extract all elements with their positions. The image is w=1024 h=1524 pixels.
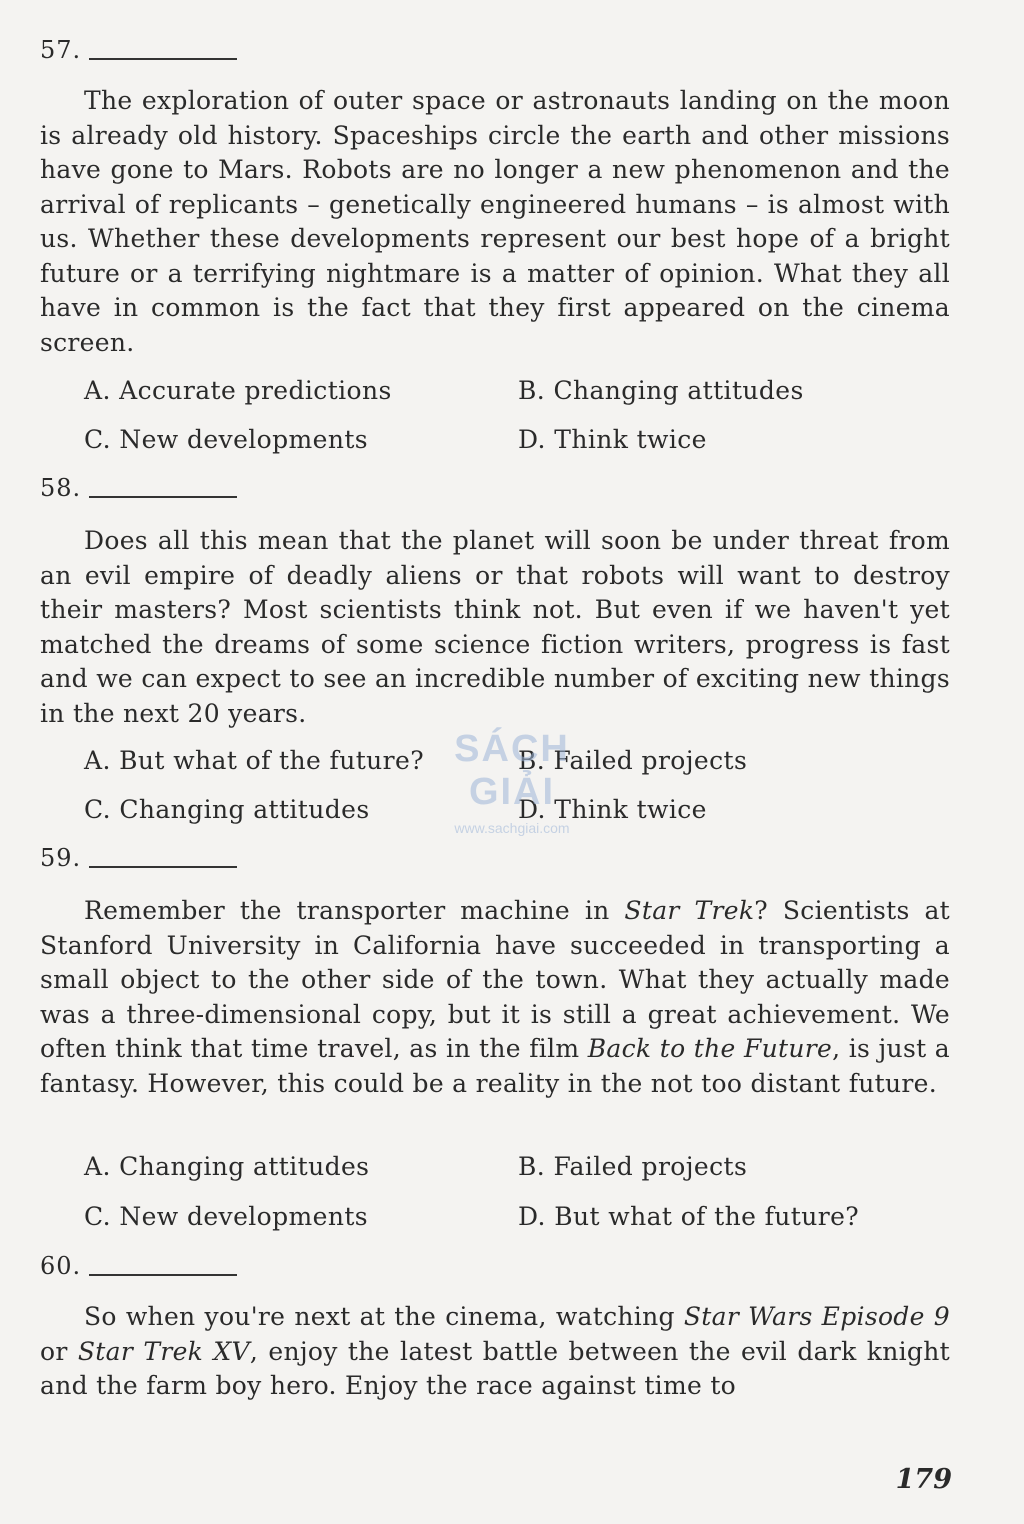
- watermark: [412, 728, 612, 836]
- answer-blank: [89, 866, 237, 868]
- page-number: 179: [895, 1464, 952, 1495]
- question-58-paragraph: Does all this mean that the planet will soon be under threat from an evil empire of deadly aliens or that robots will want to destroy their masters? Most scientists think not. But even if we haven't yet matched the dreams of some science fiction writers, progress is fast and we can expect to see an incredible number of exciting new things in the next 20 years.: [40, 526, 950, 728]
- question-57-number: [40, 36, 237, 64]
- question-60-paragraph: So when you're next at the cinema, watching Star Wars Episode 9 or Star Trek XV, enjoy the latest battle between the evil dark knight and the farm boy hero. Enjoy the race against time to: [40, 1302, 950, 1400]
- question-58-number: [40, 474, 237, 502]
- film-title: Star Trek XV: [77, 1336, 250, 1366]
- film-title: Back to the Future: [587, 1034, 833, 1063]
- option-59-c: C. New developments: [84, 1202, 368, 1231]
- option-58-a: A. But what of the future?: [84, 746, 425, 775]
- answer-blank: [89, 58, 237, 60]
- question-number-label: 57.: [40, 36, 82, 64]
- question-60-number: [40, 1252, 237, 1280]
- option-59-d: D. But what of the future?: [518, 1202, 860, 1231]
- watermark-logo: SÁCH GIẢI: [454, 728, 570, 813]
- question-57-paragraph: The exploration of outer space or astronauts landing on the moon is already old history. Spaceships circle the earth and other missions have gone to Mars. Robots are no longer a new phenomenon and the arrival of replicants – genetically engineered humans – is almost with us. Whether these developments represent our best hope of a bright future or a terrifying nightmare is a matter of opinion. What they all have in common is the fact that they first appeared on the cinema screen.: [40, 86, 950, 357]
- option-58-b: B. Failed projects: [518, 746, 748, 775]
- option-57-d: D. Think twice: [518, 425, 707, 454]
- option-57-a: A. Accurate predictions: [84, 376, 392, 405]
- watermark-url: www.sachgiai.com: [454, 820, 570, 836]
- film-title: Star Wars Episode 9: [683, 1302, 950, 1331]
- question-59-number: [40, 844, 237, 872]
- question-number-label: 58.: [40, 474, 82, 502]
- question-number-label: 59.: [40, 844, 82, 872]
- option-58-c: C. Changing attitudes: [84, 795, 370, 824]
- film-title: Star Trek: [624, 896, 755, 925]
- option-59-a: A. Changing attitudes: [84, 1152, 370, 1181]
- option-57-c: C. New developments: [84, 425, 368, 454]
- option-59-b: B. Failed projects: [518, 1152, 748, 1181]
- option-57-b: B. Changing attitudes: [518, 376, 804, 405]
- answer-blank: [89, 1274, 237, 1276]
- answer-blank: [89, 496, 237, 498]
- question-number-label: 60.: [40, 1252, 82, 1280]
- question-59-paragraph: Remember the transporter machine in Star Trek? Scientists at Stanford University in California have succeeded in transporting a small object to the other side of the town. What they actually made was a three-dimensional copy, but it is still a great achievement. We often think that time travel, as in the film Back to the Future, is just a fantasy. However, this could be a reality in the not too distant future.: [40, 896, 951, 1098]
- option-58-d: D. Think twice: [518, 795, 707, 824]
